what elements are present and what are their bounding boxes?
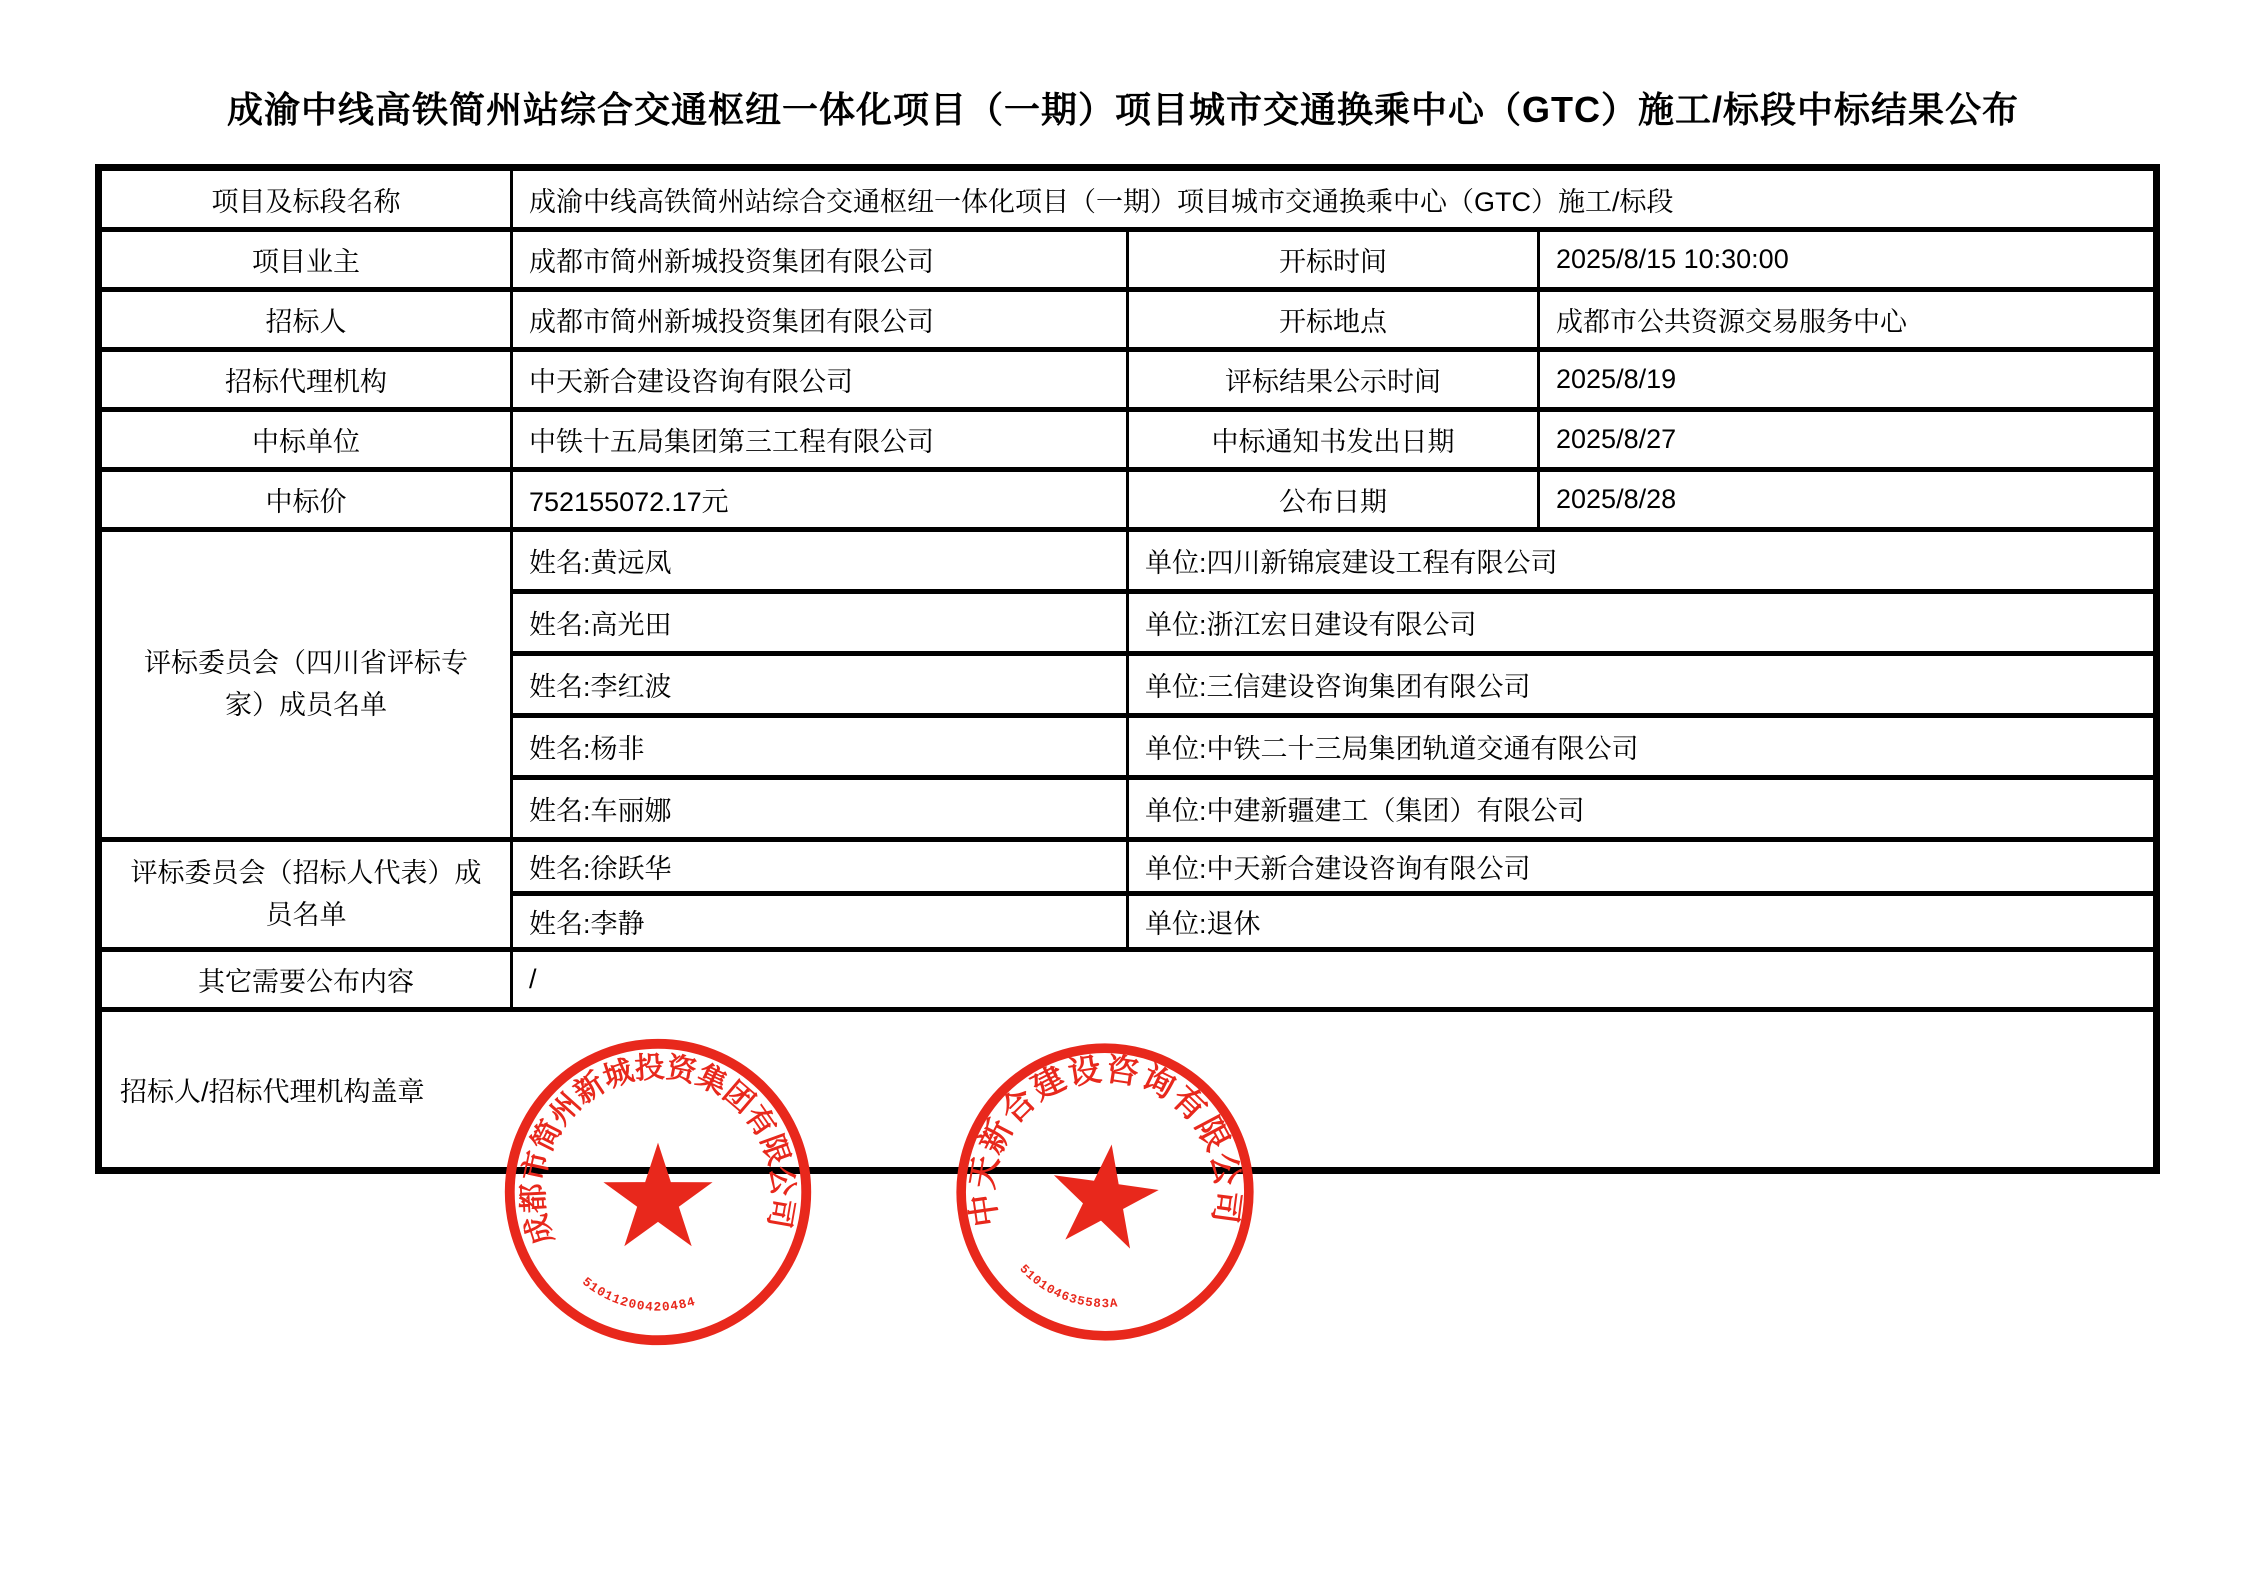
project-owner-label: 项目业主 — [99, 230, 512, 290]
expert-member-unit: 单位:浙江宏日建设有限公司 — [1128, 592, 2157, 654]
bid-open-place-value: 成都市公共资源交易服务中心 — [1539, 290, 2157, 350]
table-row — [99, 470, 2157, 530]
agency-label: 招标代理机构 — [99, 350, 512, 410]
result-publicity-time-value: 2025/8/19 — [1539, 350, 2157, 410]
seal-code — [1013, 1261, 1124, 1314]
bid-result-table — [95, 164, 2160, 1174]
result-publicity-time-label: 评标结果公示时间 — [1128, 350, 1539, 410]
seal-code-text: 510104635583A — [1016, 1262, 1119, 1312]
win-price-label: 中标价 — [99, 470, 512, 530]
expert-member-name: 姓名:杨非 — [512, 716, 1128, 778]
table-row — [99, 168, 2157, 230]
agency-seal-graphic — [921, 1008, 1289, 1376]
table-row — [99, 410, 2157, 470]
owner-committee-label — [99, 840, 512, 950]
expert-member-unit: 单位:四川新锦宸建设工程有限公司 — [1128, 530, 2157, 592]
expert-committee-label-text: 评标委员会（四川省评标专家）成员名单 — [144, 647, 468, 720]
seal-star-icon — [1045, 1137, 1164, 1251]
agency-seal-stamp — [921, 1008, 1289, 1376]
expert-committee-label — [99, 530, 512, 840]
table-row — [99, 840, 2157, 894]
other-content-label: 其它需要公布内容 — [99, 950, 512, 1010]
tenderer-seal-stamp — [490, 1024, 826, 1360]
other-content-value: / — [512, 950, 2157, 1010]
seal-code — [579, 1274, 697, 1314]
table-row — [99, 230, 2157, 290]
bid-open-time-label: 开标时间 — [1128, 230, 1539, 290]
stamp-section-label: 招标人/招标代理机构盖章 — [99, 1010, 2157, 1171]
owner-committee-label-text: 评标委员会（招标人代表）成员名单 — [130, 857, 482, 930]
owner-member-name: 姓名:李静 — [512, 894, 1128, 950]
project-name-value: 成渝中线高铁简州站综合交通枢纽一体化项目（一期）项目城市交通换乘中心（GTC）施工/标段 — [512, 168, 2157, 230]
project-name-label: 项目及标段名称 — [99, 168, 512, 230]
win-price-value: 752155072.17元 — [512, 470, 1128, 530]
expert-member-name: 姓名:李红波 — [512, 654, 1128, 716]
project-owner-value: 成都市简州新城投资集团有限公司 — [512, 230, 1128, 290]
expert-member-name: 姓名:黄远凤 — [512, 530, 1128, 592]
table-row — [99, 950, 2157, 1010]
tenderer-label: 招标人 — [99, 290, 512, 350]
expert-member-name: 姓名:车丽娜 — [512, 778, 1128, 840]
table-row — [99, 530, 2157, 592]
expert-member-name: 姓名:高光田 — [512, 592, 1128, 654]
seal-code-text: 51011200420484 — [579, 1274, 698, 1315]
table-row — [99, 350, 2157, 410]
notice-date-label: 中标通知书发出日期 — [1128, 410, 1539, 470]
owner-member-name: 姓名:徐跃华 — [512, 840, 1128, 894]
expert-member-unit: 单位:中铁二十三局集团轨道交通有限公司 — [1128, 716, 2157, 778]
seal-company-name-text: 中天新合建设咨询有限公司 — [962, 1049, 1248, 1230]
expert-member-unit: 单位:中建新疆建工（集团）有限公司 — [1128, 778, 2157, 840]
table-row — [99, 290, 2157, 350]
expert-member-unit: 单位:三信建设咨询集团有限公司 — [1128, 654, 2157, 716]
page-title: 成渝中线高铁简州站综合交通枢纽一体化项目（一期）项目城市交通换乘中心（GTC）施工/标段中标结果公布 — [227, 89, 2019, 130]
agency-value: 中天新合建设咨询有限公司 — [512, 350, 1128, 410]
owner-member-unit: 单位:退休 — [1128, 894, 2157, 950]
bid-open-time-value: 2025/8/15 10:30:00 — [1539, 230, 2157, 290]
winner-value: 中铁十五局集团第三工程有限公司 — [512, 410, 1128, 470]
publish-date-label: 公布日期 — [1128, 470, 1539, 530]
seal-company-name-text: 成都市简州新城投资集团有限公司 — [516, 1050, 800, 1249]
bid-open-place-label: 开标地点 — [1128, 290, 1539, 350]
notice-date-value: 2025/8/27 — [1539, 410, 2157, 470]
tenderer-value: 成都市简州新城投资集团有限公司 — [512, 290, 1128, 350]
seal-star-icon — [603, 1143, 712, 1247]
owner-member-unit: 单位:中天新合建设咨询有限公司 — [1128, 840, 2157, 894]
winner-label: 中标单位 — [99, 410, 512, 470]
tenderer-seal-graphic — [490, 1024, 826, 1360]
publish-date-value: 2025/8/28 — [1539, 470, 2157, 530]
